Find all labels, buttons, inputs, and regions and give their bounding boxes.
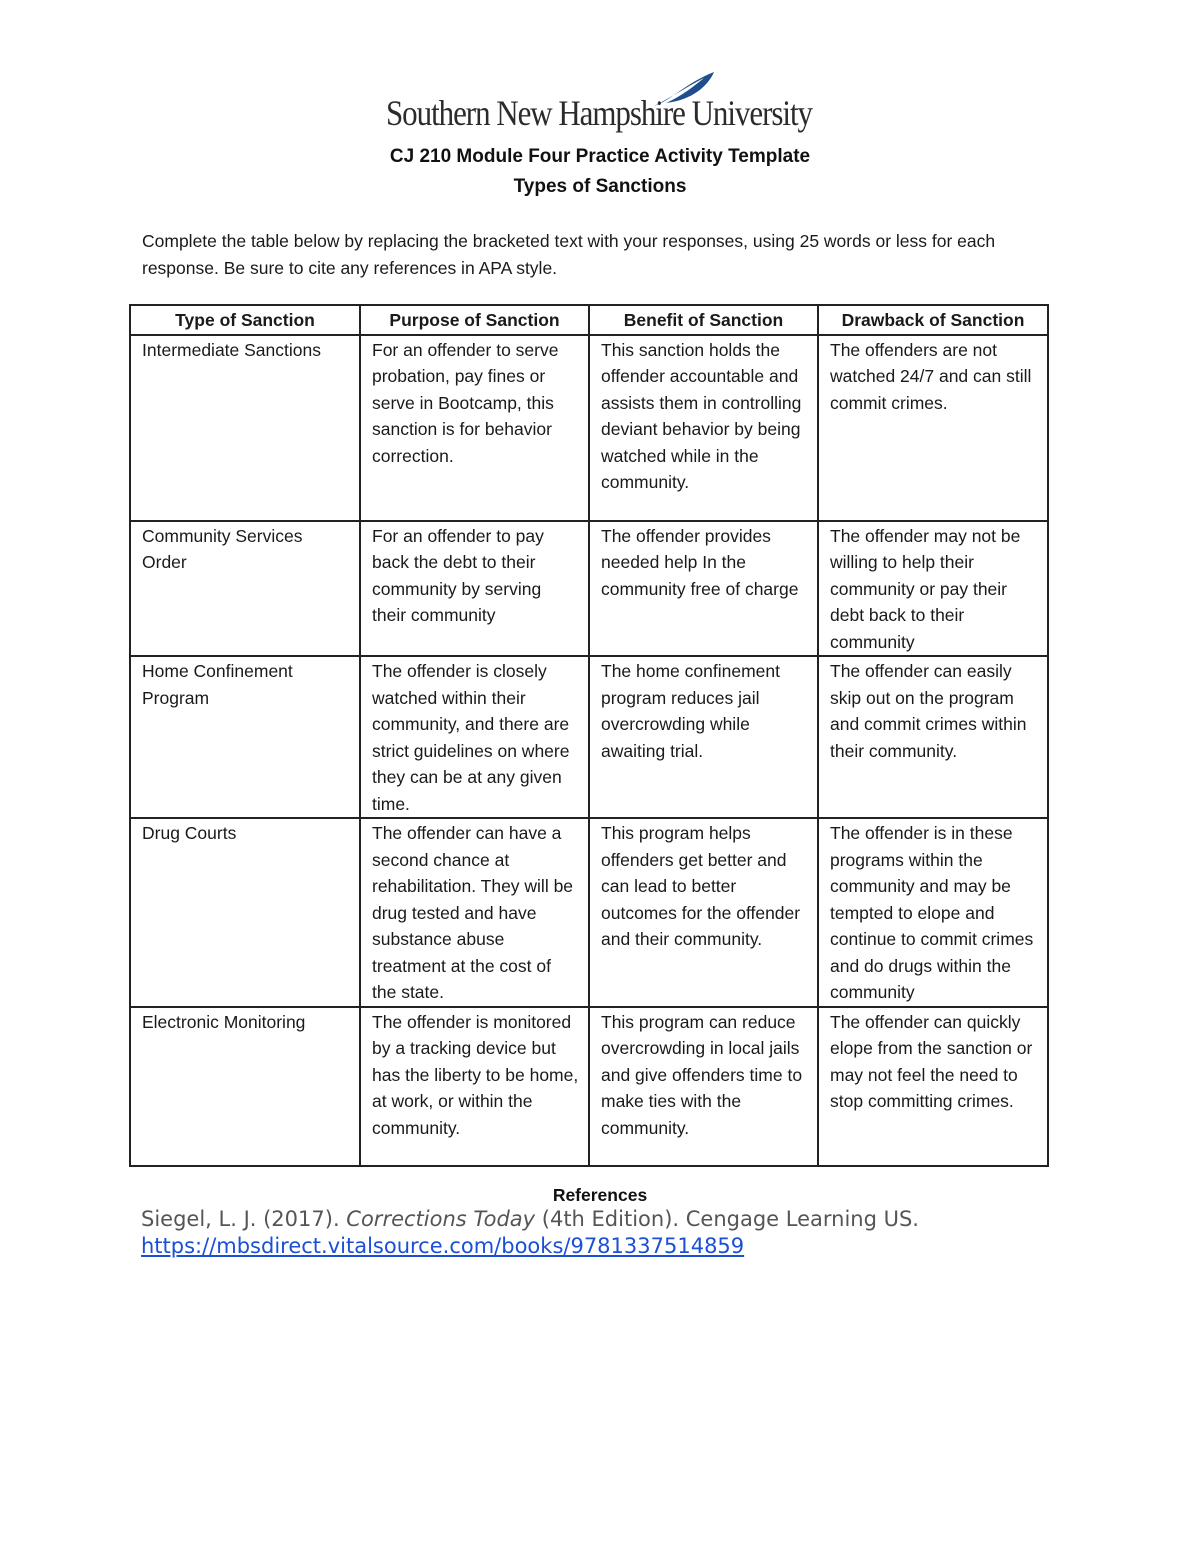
cell-purpose: For an offender to pay back the debt to their community by serving their community (360, 521, 589, 657)
document-title: CJ 210 Module Four Practice Activity Template (389, 146, 811, 167)
cell-benefit: This program helps offenders get better and can lead to better outcomes for the offender and their community. (589, 818, 818, 1007)
cell-purpose: The offender can have a second chance at rehabilitation. They will be drug tested and have substance abuse treatment at the cost of the state. (360, 818, 589, 1007)
column-header-drawback: Drawback of Sanction (818, 305, 1048, 335)
table-row (130, 335, 1048, 521)
reference-authors: Siegel, L. J. (2017). (141, 1207, 347, 1231)
cell-benefit: The offender provides needed help In the community free of charge (589, 521, 818, 657)
cell-type: Home Confinement Program (130, 656, 360, 818)
cell-purpose: The offender is monitored by a tracking device but has the liberty to be home, at work, or within the community. (360, 1007, 589, 1166)
logo-wordmark: Southern New Hampshire University (386, 93, 812, 133)
university-logo (386, 70, 816, 136)
cell-drawback: The offender may not be willing to help their community or pay their debt back to their community (818, 521, 1048, 657)
table-row (130, 521, 1048, 657)
table-header-row (130, 305, 1048, 335)
sanctions-table (129, 304, 1049, 1167)
cell-purpose: The offender is closely watched within their community, and there are strict guidelines on where they can be at any given time. (360, 656, 589, 818)
cell-drawback: The offender is in these programs within the community and may be tempted to elope and continue to commit crimes and do drugs within the community (818, 818, 1048, 1007)
cell-type: Drug Courts (130, 818, 360, 1007)
reference-publisher: (4th Edition). Cengage Learning US. (535, 1207, 919, 1231)
cell-type: Intermediate Sanctions (130, 335, 360, 521)
reference-link[interactable]: https://mbsdirect.vitalsource.com/books/9781337514859 (141, 1234, 745, 1258)
cell-drawback: The offender can easily skip out on the program and commit crimes within their community. (818, 656, 1048, 818)
column-header-type: Type of Sanction (130, 305, 360, 335)
references-heading: References (552, 1185, 648, 1205)
table-row (130, 1007, 1048, 1166)
cell-drawback: The offender can quickly elope from the sanction or may not feel the need to stop committing crimes. (818, 1007, 1048, 1166)
cell-drawback: The offenders are not watched 24/7 and can still commit crimes. (818, 335, 1048, 521)
cell-benefit: This program can reduce overcrowding in local jails and give offenders time to make ties with the community. (589, 1007, 818, 1166)
column-header-purpose: Purpose of Sanction (360, 305, 589, 335)
document-subtitle: Types of Sanctions (513, 176, 687, 197)
reference-book-title: Corrections Today (346, 1207, 536, 1231)
cell-type: Community Services Order (130, 521, 360, 657)
table-row (130, 656, 1048, 818)
cell-benefit: This sanction holds the offender accountable and assists them in controlling deviant behavior by being watched while in the community. (589, 335, 818, 521)
cell-purpose: For an offender to serve probation, pay fines or serve in Bootcamp, this sanction is for behavior correction. (360, 335, 589, 521)
column-header-benefit: Benefit of Sanction (589, 305, 818, 335)
cell-type: Electronic Monitoring (130, 1007, 360, 1166)
cell-benefit: The home confinement program reduces jail overcrowding while awaiting trial. (589, 656, 818, 818)
instructions-paragraph: Complete the table below by replacing the bracketed text with your responses, using 25 words or less for each response. Be sure to cite any references in APA style. (142, 231, 996, 278)
table-row (130, 818, 1048, 1007)
reference-entry (141, 1206, 941, 1260)
